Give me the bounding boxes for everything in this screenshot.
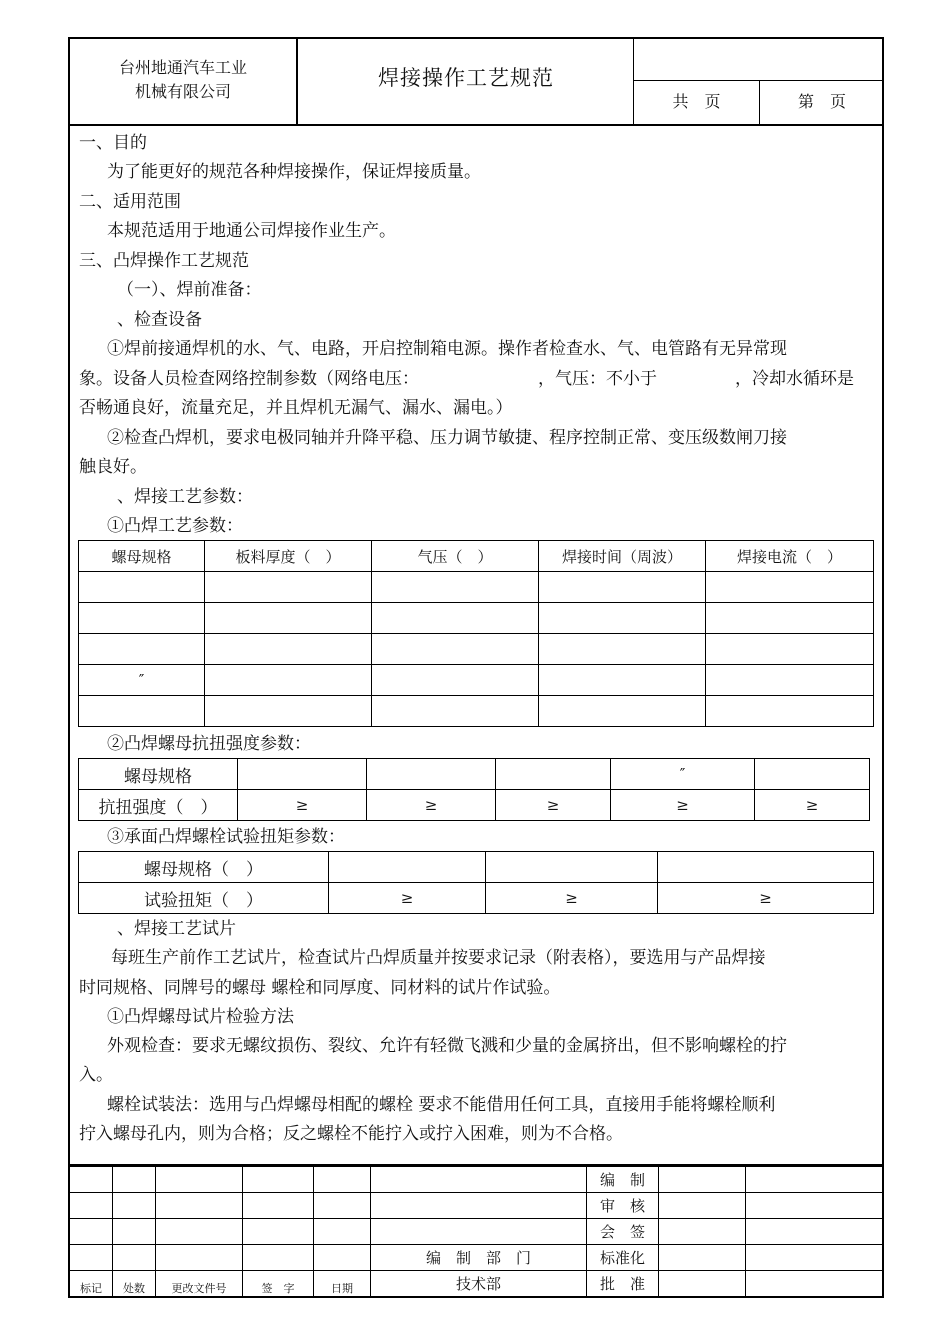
table-cell xyxy=(205,665,372,696)
table-cell xyxy=(706,603,874,634)
approval-row xyxy=(70,1219,884,1245)
table-cell xyxy=(706,572,874,603)
sign-label: 编 制 xyxy=(587,1167,659,1193)
table-cell: ≥ xyxy=(496,790,611,821)
table-cell xyxy=(539,696,706,727)
table-cell xyxy=(539,572,706,603)
para-1-line-2a: 象。设备人员检查网络控制参数（网络电压： xyxy=(79,369,419,389)
sign-label: 会 签 xyxy=(587,1219,659,1245)
process-params-heading: 、焊接工艺参数： xyxy=(117,487,253,507)
table-cell xyxy=(238,759,367,790)
total-pages-label: 共 页 xyxy=(672,92,721,111)
row-label: 抗扭强度（ ） xyxy=(79,790,238,821)
approval-row xyxy=(70,1193,884,1219)
para-4-line-2: 入。 xyxy=(79,1065,113,1085)
section-1-text: 为了能更好的规范各种焊接操作，保证焊接质量。 xyxy=(107,162,481,182)
table-cell xyxy=(486,852,658,883)
table-cell xyxy=(79,572,205,603)
table-2-caption: ②凸焊螺母抗扭强度参数： xyxy=(107,734,311,754)
table-cell: ″ xyxy=(611,759,755,790)
approval-row xyxy=(70,1271,884,1297)
col-label-date: 日期 xyxy=(314,1271,371,1297)
col-label-change-doc: 更改文件号 xyxy=(156,1271,243,1297)
para-3-line-2: 时同规格、同牌号的螺母 螺栓和同厚度、同材料的试片作试验。 xyxy=(79,978,561,998)
sign-label: 批 准 xyxy=(587,1271,659,1297)
dept-value: 技术部 xyxy=(371,1271,587,1297)
para-5-line-1: 螺栓试装法：选用与凸焊螺母相配的螺栓 要求不能借用任何工具，直接用手能将螺栓顺利 xyxy=(107,1095,776,1115)
company-name: 台州地通汽车工业机械有限公司 xyxy=(118,58,247,101)
table-cell xyxy=(539,665,706,696)
table-row xyxy=(79,634,874,665)
table-cell xyxy=(79,696,205,727)
table-cell xyxy=(706,665,874,696)
table-cell xyxy=(367,759,496,790)
header-bottom-rule xyxy=(68,124,884,126)
approval-row xyxy=(70,1167,884,1193)
sign-field[interactable] xyxy=(659,1219,746,1245)
table-cell xyxy=(539,603,706,634)
table-cell: ≥ xyxy=(238,790,367,821)
para-1-line-2c: ，冷却水循环是 xyxy=(735,369,854,389)
col-label-signature: 签 字 xyxy=(243,1271,314,1297)
date-field[interactable] xyxy=(746,1193,884,1219)
section-2-title: 二、适用范围 xyxy=(79,192,181,212)
header-cell: 螺母规格 xyxy=(79,541,205,572)
table-row xyxy=(79,665,874,696)
table-cell xyxy=(372,603,539,634)
table-cell: ≥ xyxy=(486,883,658,914)
dept-label: 编 制 部 门 xyxy=(371,1245,587,1271)
table-cell: ≥ xyxy=(329,883,486,914)
header-cell: 焊接电流（ ） xyxy=(706,541,874,572)
date-field[interactable] xyxy=(746,1271,884,1297)
para-2-line-2: 触良好。 xyxy=(79,457,147,477)
approval-row xyxy=(70,1245,884,1271)
table-cell xyxy=(205,603,372,634)
para-3-line-1: 每班生产前作工艺试片，检查试片凸焊质量并按要求记录（附表格），要选用与产品焊接 xyxy=(111,948,766,968)
torque-strength-table xyxy=(78,758,870,821)
table-row xyxy=(79,572,874,603)
row-label: 螺母规格 xyxy=(79,759,238,790)
projection-weld-params-table xyxy=(78,540,874,727)
page-title: 焊接操作工艺规范 xyxy=(378,66,554,90)
col-label-count: 处数 xyxy=(113,1271,156,1297)
section-2-text: 本规范适用于地通公司焊接作业生产。 xyxy=(107,221,396,241)
row-label: 试验扭矩（ ） xyxy=(79,883,329,914)
table-cell xyxy=(372,696,539,727)
table-cell xyxy=(372,634,539,665)
para-5-line-2: 拧入螺母孔内，则为合格；反之螺栓不能拧入或拧入困难，则为不合格。 xyxy=(79,1124,623,1144)
para-2-line-1: ②检查凸焊机，要求电极同轴并升降平稳、压力调节敏捷、程序控制正常、变压级数闸刀接 xyxy=(107,428,787,448)
table-cell: ≥ xyxy=(611,790,755,821)
table-cell xyxy=(205,696,372,727)
table-cell xyxy=(372,572,539,603)
col-label-mark: 标记 xyxy=(70,1271,113,1297)
row-label: 螺母规格（ ） xyxy=(79,852,329,883)
table-row xyxy=(79,696,874,727)
header-cell: 气压（ ） xyxy=(372,541,539,572)
date-field[interactable] xyxy=(746,1167,884,1193)
table-cell: ≥ xyxy=(755,790,870,821)
table-cell xyxy=(205,634,372,665)
table-row xyxy=(79,852,874,883)
date-field[interactable] xyxy=(746,1219,884,1245)
sign-label: 审 核 xyxy=(587,1193,659,1219)
table-row xyxy=(79,790,870,821)
section-1-title: 一、目的 xyxy=(79,133,147,153)
table-cell xyxy=(496,759,611,790)
table-cell xyxy=(205,572,372,603)
sign-field[interactable] xyxy=(659,1193,746,1219)
table-cell xyxy=(539,634,706,665)
table-cell xyxy=(658,852,874,883)
date-field[interactable] xyxy=(746,1245,884,1271)
inspection-method-title: ①凸焊螺母试片检验方法 xyxy=(107,1007,294,1027)
table-cell xyxy=(79,603,205,634)
table-row xyxy=(79,883,874,914)
table-cell xyxy=(372,665,539,696)
table-cell: ≥ xyxy=(367,790,496,821)
para-4-line-1: 外观检查：要求无螺纹损伤、裂纹、允许有轻微飞溅和少量的金属挤出，但不影响螺栓的拧 xyxy=(107,1036,787,1056)
table-cell xyxy=(706,696,874,727)
table-row xyxy=(79,603,874,634)
table-cell xyxy=(706,634,874,665)
table-cell xyxy=(329,852,486,883)
table-1-caption: ①凸焊工艺参数： xyxy=(107,516,243,536)
para-1-line-2b: ，气压：不小于 xyxy=(538,369,657,389)
table-cell: ≥ xyxy=(658,883,874,914)
subsection-1-title: （一）、焊前准备： xyxy=(117,280,262,300)
test-piece-heading: 、焊接工艺试片 xyxy=(117,919,236,939)
bolt-torque-table xyxy=(78,851,874,914)
para-1-line-3: 否畅通良好，流量充足，并且焊机无漏气、漏水、漏电。） xyxy=(79,398,513,418)
page-number-label: 第 页 xyxy=(797,92,846,111)
sign-field[interactable] xyxy=(659,1245,746,1271)
sign-field[interactable] xyxy=(659,1167,746,1193)
table-cell xyxy=(79,634,205,665)
section-3-title: 三、凸焊操作工艺规范 xyxy=(79,251,249,271)
sign-field[interactable] xyxy=(659,1271,746,1297)
header-cell: 板料厚度（ ） xyxy=(205,541,372,572)
table-3-caption: ③承面凸焊螺栓试验扭矩参数： xyxy=(107,827,345,847)
para-1-line-1: ①焊前接通焊机的水、气、电路，开启控制箱电源。操作者检查水、气、电管路有无异常现 xyxy=(107,339,787,359)
approval-block xyxy=(69,1166,884,1297)
table-cell xyxy=(755,759,870,790)
header-cell: 焊接时间（周波） xyxy=(539,541,706,572)
check-equipment-heading: 、检查设备 xyxy=(117,310,202,330)
sign-label: 标准化 xyxy=(587,1245,659,1271)
table-cell: ″ xyxy=(79,665,205,696)
table-row xyxy=(79,759,870,790)
